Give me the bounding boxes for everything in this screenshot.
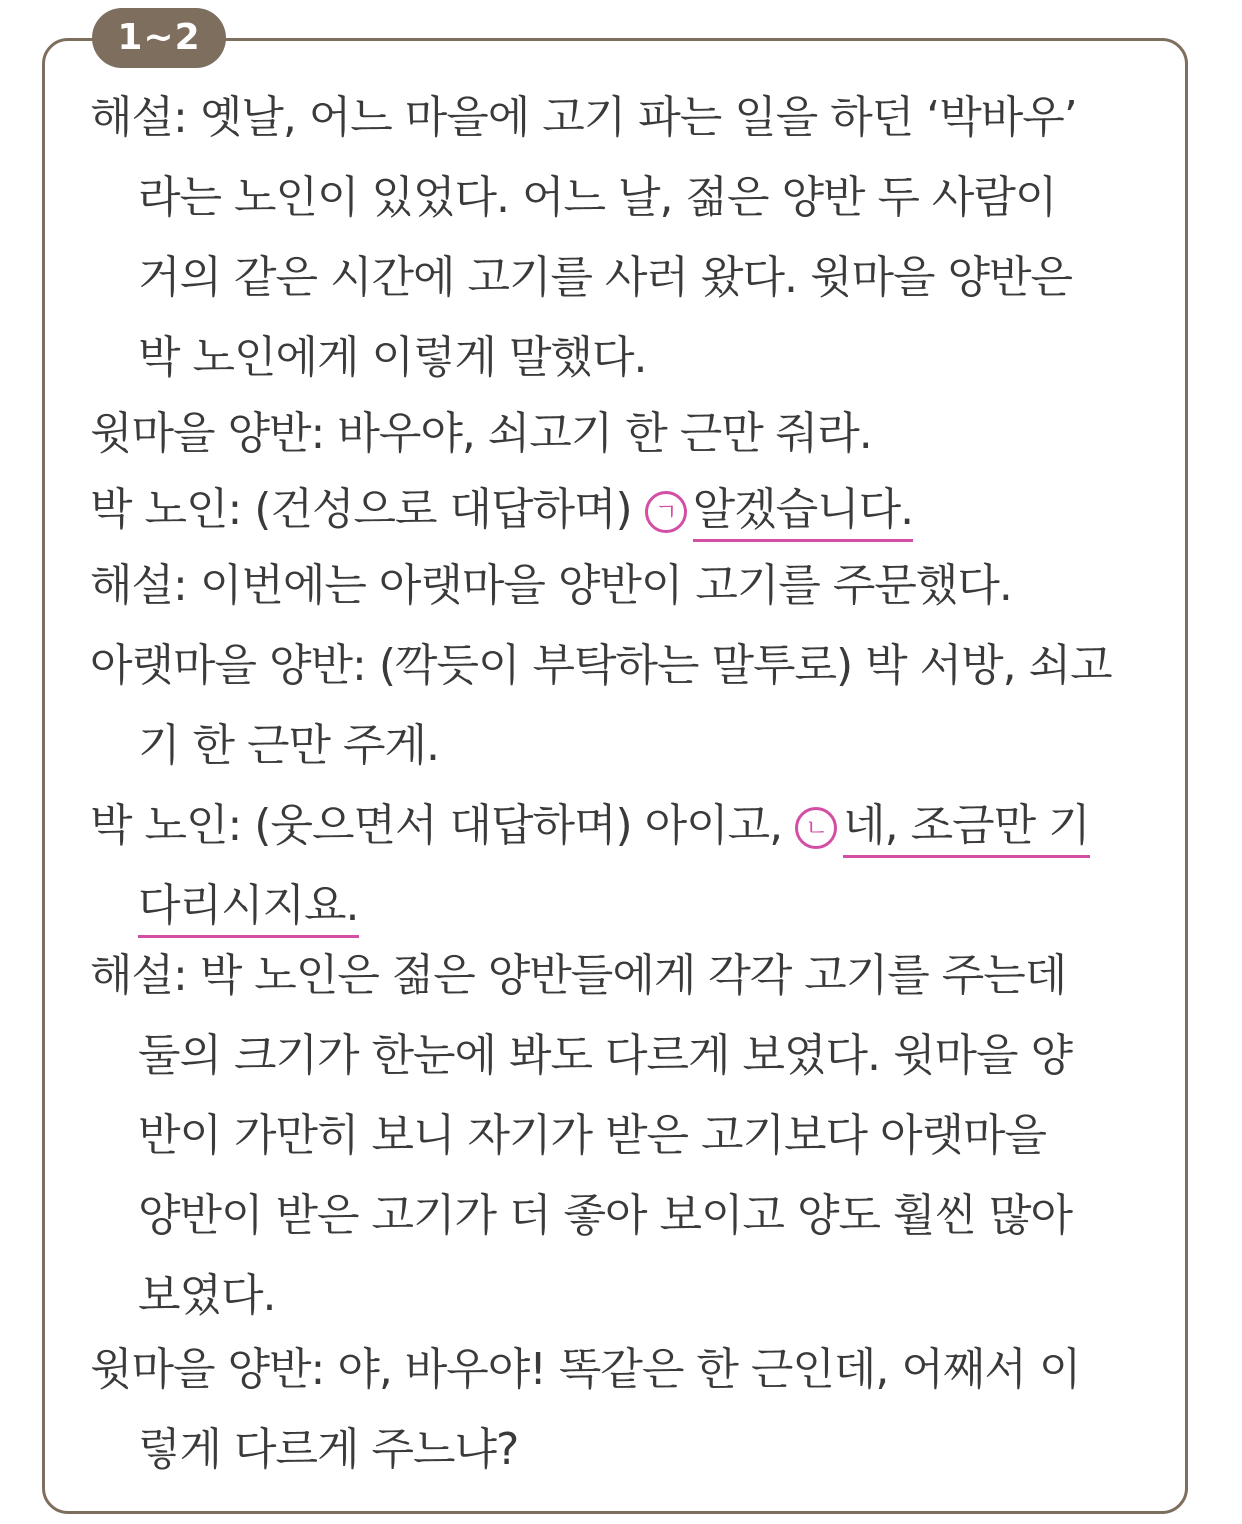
- lower-village-line: [90, 626, 1150, 786]
- old-man-line-1: [90, 470, 1150, 550]
- underlined-answer-2-cont: 다리시지요.: [138, 880, 359, 938]
- underlined-answer-2: 네, 조금만 기: [843, 800, 1089, 858]
- text-line: 기 한 근만 주게.: [138, 720, 439, 771]
- text-line: 보였다.: [138, 1270, 276, 1321]
- underlined-answer-1: 알겠습니다.: [693, 484, 914, 542]
- text-line: [90, 470, 1150, 550]
- text-line: 해설: 박 노인은 젊은 양반들에게 각각 고기를 주는데: [90, 950, 1067, 1001]
- speaker-text: 박 노인: (웃으면서 대답하며) 아이고,: [90, 800, 796, 851]
- narration-paragraph-2: [90, 546, 1150, 626]
- text-line: 아랫마을 양반: (깍듯이 부탁하는 말투로) 박 서방, 쇠고: [90, 640, 1112, 691]
- text-line: 라는 노인이 있었다. 어느 날, 젊은 양반 두 사람이: [138, 172, 1057, 223]
- text-line: 렇게 다르게 주느냐?: [138, 1424, 519, 1475]
- text-line: 거의 같은 시간에 고기를 사러 왔다. 윗마을 양반은: [138, 252, 1072, 303]
- speaker-text: 박 노인: (건성으로 대답하며): [90, 484, 645, 535]
- upper-village-line-1: [90, 394, 1150, 474]
- text-line: 박 노인에게 이렇게 말했다.: [138, 332, 647, 383]
- text-line: 윗마을 양반: 야, 바우야! 똑같은 한 근인데, 어째서 이: [90, 1344, 1081, 1395]
- marker-nieun-icon: ㄴ: [795, 807, 837, 849]
- text-line: 반이 가만히 보니 자기가 받은 고기보다 아랫마을: [138, 1110, 1046, 1161]
- text-line: 해설: 이번에는 아랫마을 양반이 고기를 주문했다.: [90, 560, 1012, 611]
- narration-paragraph-1: [90, 78, 1150, 398]
- text-line: [90, 866, 1150, 946]
- section-badge: 1~2: [92, 8, 226, 68]
- text-line: 윗마을 양반: 바우야, 쇠고기 한 근만 줘라.: [90, 408, 872, 459]
- text-line: 둘의 크기가 한눈에 봐도 다르게 보였다. 윗마을 양: [138, 1030, 1072, 1081]
- text-line: 해설: 옛날, 어느 마을에 고기 파는 일을 하던 ‘박바우’: [90, 92, 1077, 143]
- text-line: 양반이 받은 고기가 더 좋아 보이고 양도 훨씬 많아: [138, 1190, 1072, 1241]
- marker-giyeok-icon: ㄱ: [645, 491, 687, 533]
- text-line: [90, 786, 1150, 866]
- old-man-line-2: [90, 786, 1150, 946]
- narration-paragraph-3: [90, 936, 1150, 1336]
- upper-village-line-2: [90, 1330, 1150, 1490]
